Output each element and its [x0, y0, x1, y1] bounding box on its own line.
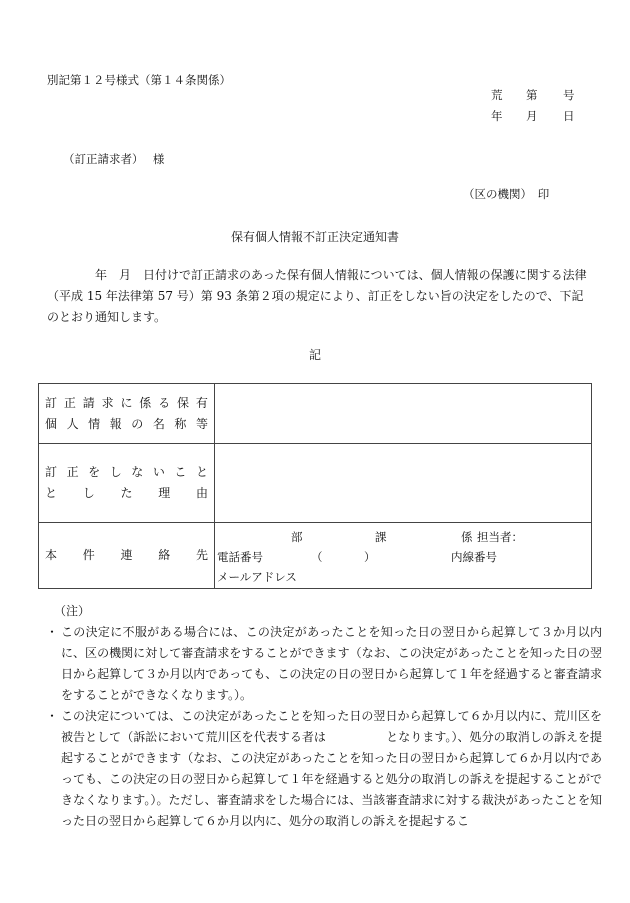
label-char: と: [195, 465, 208, 479]
contact-ka: 課: [375, 530, 387, 544]
date-year: 年: [491, 109, 503, 123]
label-char: 名: [152, 416, 165, 431]
bullet-mark: ・: [46, 709, 59, 723]
label-char: 連: [120, 548, 133, 562]
label-char: し: [82, 486, 95, 500]
date-month: 月: [526, 109, 538, 123]
issuing-agency: （区の機関） 印: [463, 187, 550, 201]
note-item: [46, 706, 602, 832]
label-char: 有: [195, 395, 208, 410]
contact-phone-label: 電話番号: [217, 550, 263, 564]
label-char: 個: [45, 416, 58, 431]
ki-marker: 記: [308, 348, 321, 362]
label-char: 先: [195, 548, 208, 562]
document-title: 保有個人情報不訂正決定通知書: [230, 230, 399, 244]
label-char: 保: [177, 395, 190, 410]
label-char: 絡: [158, 548, 171, 562]
label-reason: [39, 444, 215, 523]
note-item: [46, 622, 602, 706]
label-char: 正: [66, 465, 79, 479]
contact-paren-close: ）: [364, 550, 376, 564]
label-char: 称: [174, 416, 187, 431]
label-line: [45, 483, 208, 504]
bullet-mark: ・: [46, 625, 59, 639]
contact-bu: 部: [291, 530, 303, 544]
label-char: を: [88, 465, 101, 479]
label-char: と: [45, 486, 58, 500]
date-day: 日: [563, 109, 575, 123]
label-char: 件: [82, 548, 95, 562]
label-char: 人: [66, 416, 79, 431]
label-char: 等: [195, 416, 208, 431]
label-char: 求: [101, 395, 114, 410]
label-char: る: [158, 395, 171, 410]
contact-kakari: 係: [461, 530, 473, 544]
value-contact: [215, 523, 592, 589]
label-char: た: [120, 486, 133, 500]
note-text: この決定に不服がある場合には、この決定があったことを知った日の翌日から起算して３か月以内に、区の機関に対して審査請求をすることができます（なお、この決定があったことを知った日の翌日から起算して３か月以内であっても、この決定の日の翌日から起算して１年を経過すると審査請求をすることができなくなります。）。: [61, 625, 602, 702]
label-char: に: [120, 395, 133, 410]
label-char: 請: [82, 395, 95, 410]
label-line: [45, 545, 208, 566]
form-label: 別記第１２号様式（第１４条関係）: [47, 73, 231, 87]
label-char: な: [131, 465, 144, 479]
contact-tantou: 担当者：: [477, 530, 523, 544]
number-gou: 号: [563, 88, 575, 102]
label-info-name: [39, 384, 215, 444]
label-char: 訂: [45, 465, 58, 479]
notes-section: [46, 601, 602, 832]
contact-email: メールアドレス: [217, 570, 297, 584]
label-char: 報: [109, 416, 122, 431]
contact-paren-open: （: [311, 550, 323, 564]
label-char: 由: [195, 486, 208, 500]
value-info-name[interactable]: [215, 384, 592, 444]
label-line: [45, 462, 208, 483]
label-char: 正: [63, 395, 76, 410]
notice-body: 年 月 日付けで訂正請求のあった保有個人情報については、個人情報の保護に関する法律（平成 15 年法律第 57 号）第 93 条第２項の規定により、訂正をしない旨の決定をしたので、下記のとおり通知します。: [47, 268, 587, 324]
label-line: [45, 393, 208, 414]
number-prefix: 荒: [491, 88, 503, 102]
label-line: [45, 414, 208, 435]
value-reason[interactable]: [215, 444, 592, 523]
label-char: い: [152, 465, 165, 479]
label-char: 訂: [45, 395, 58, 410]
contact-extension: 内線番号: [451, 550, 497, 564]
label-char: の: [131, 416, 144, 431]
label-char: 情: [88, 416, 101, 431]
label-char: し: [109, 465, 122, 479]
label-char: 係: [139, 395, 152, 410]
label-contact: [39, 523, 215, 589]
label-char: 本: [45, 548, 58, 562]
label-char: こ: [174, 465, 187, 479]
info-table: [38, 383, 592, 589]
number-dai: 第: [526, 88, 538, 102]
note-text: この決定については、この決定があったことを知った日の翌日から起算して６か月以内に、荒川区を被告として（訴訟において荒川区を代表する者は となります。）、処分の取消しの訴えを提起することができます（なお、この決定があったことを知った日の翌日から起算して６か月以内であっても、この決定の日の翌日から起算して１年を経過すると処分の取消しの訴えを提起することができなくなります。）。ただし、審査請求をした場合には、当該審査請求に対する裁決があったことを知った日の翌日から起算して６か月以内に、処分の取消しの訴えを提起するこ: [61, 709, 602, 828]
notes-heading: （注）: [54, 604, 91, 618]
addressee: （訂正請求者） 様: [63, 152, 165, 166]
label-char: 理: [158, 486, 171, 500]
